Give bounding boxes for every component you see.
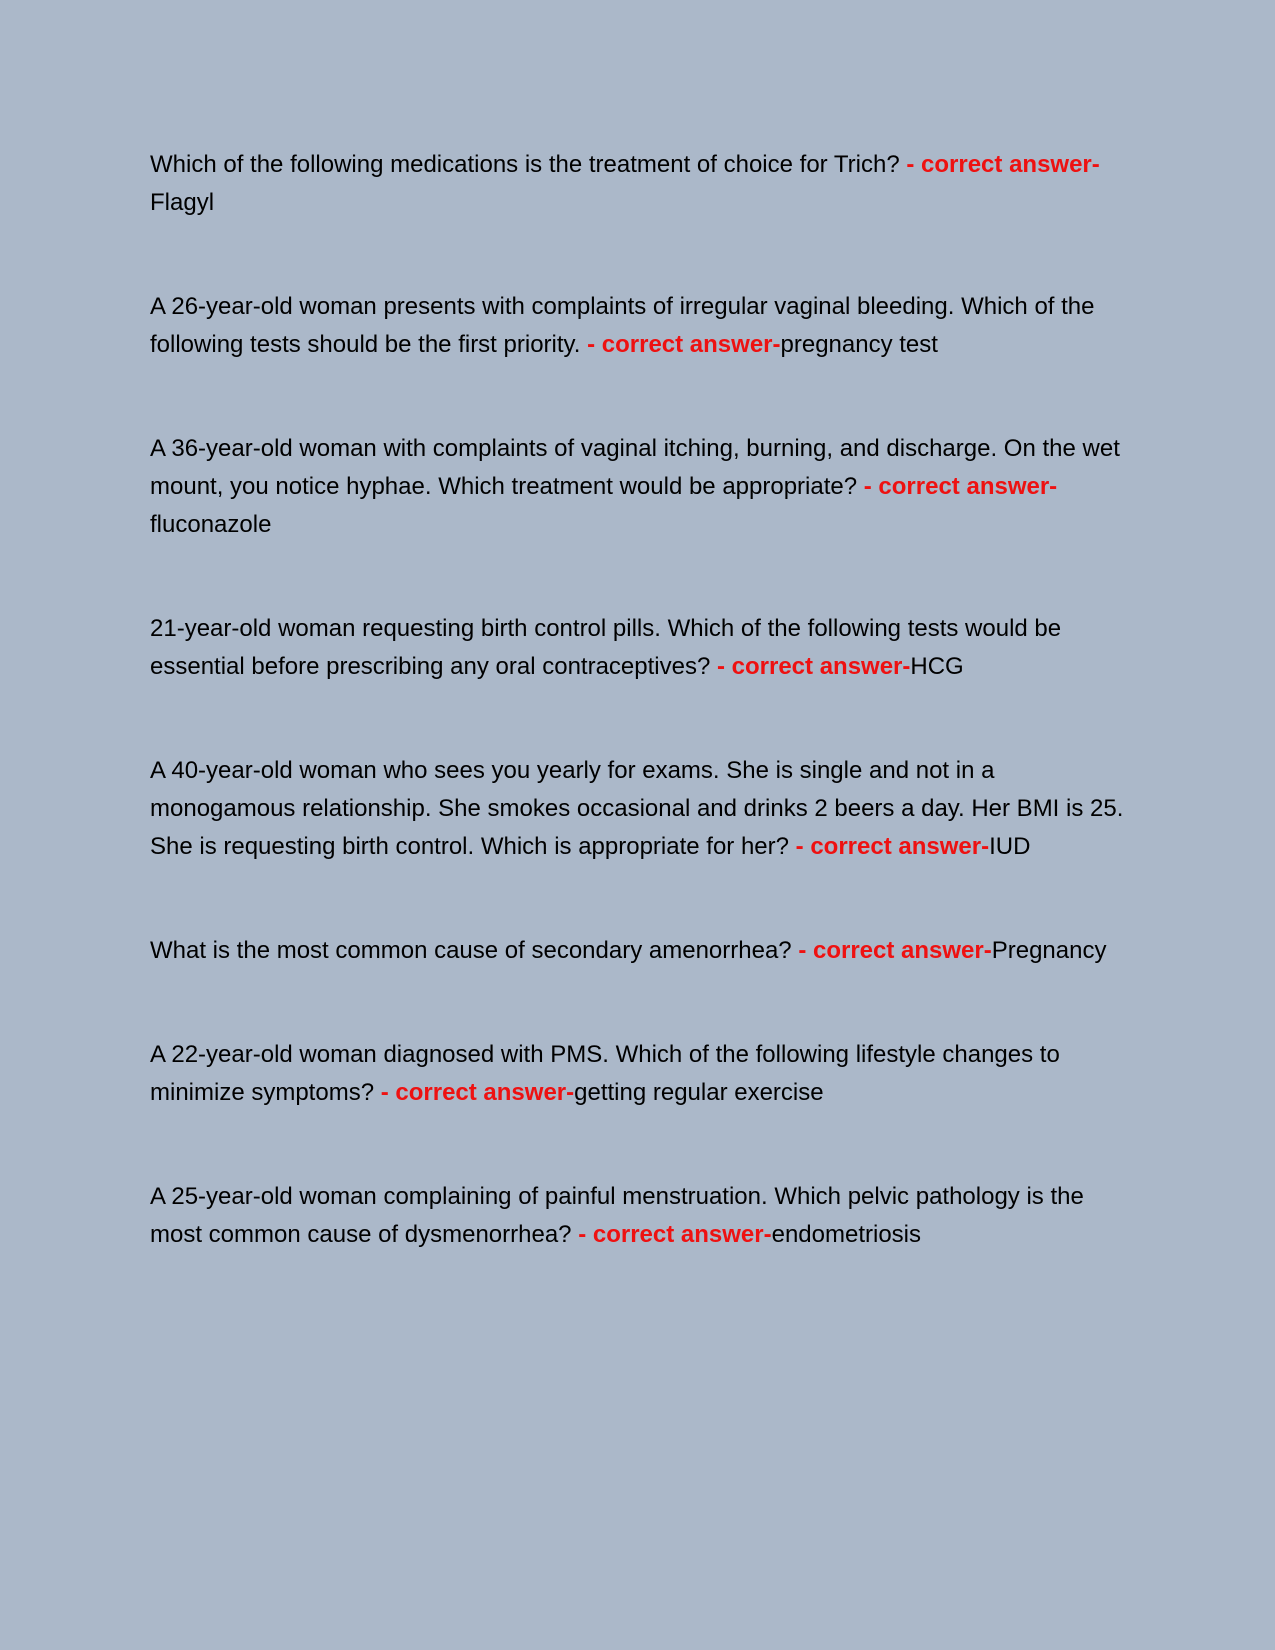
qa-item-7 (150, 1036, 1125, 1112)
answer-text: HCG (910, 653, 964, 680)
question-text: A 26-year-old woman presents with complaints of irregular vaginal bleeding. Which of the following tests should be the first priority. (150, 293, 1095, 358)
qa-item-2 (150, 288, 1125, 364)
answer-text: Flagyl (150, 189, 215, 216)
answer-text: pregnancy test (780, 331, 938, 358)
question-text: A 36-year-old woman with complaints of vaginal itching, burning, and discharge. On the wet mount, you notice hyphae. Which treatment would be appropriate? (150, 435, 1120, 500)
answer-text: IUD (989, 833, 1031, 860)
question-text: Which of the following medications is the treatment of choice for Trich? (150, 151, 907, 178)
qa-item-8 (150, 1178, 1125, 1254)
correct-answer-label: - correct answer- (716, 653, 911, 680)
qa-item-6 (150, 932, 1125, 970)
qa-item-5 (150, 752, 1125, 866)
question-text: What is the most common cause of secondary amenorrhea? (150, 937, 799, 964)
correct-answer-label: - correct answer- (798, 937, 992, 964)
qa-item-3 (150, 430, 1125, 544)
answer-text: fluconazole (150, 511, 272, 538)
correct-answer-label: - correct answer- (863, 473, 1058, 500)
question-text: A 25-year-old woman complaining of painful menstruation. Which pelvic pathology is the most common cause of dysmenorrhea? (150, 1183, 1084, 1248)
question-text: A 22-year-old woman diagnosed with PMS. Which of the following lifestyle changes to minimize symptoms? (150, 1041, 1060, 1106)
qa-item-4 (150, 610, 1125, 686)
answer-text: Pregnancy (991, 937, 1107, 964)
correct-answer-label: - correct answer- (906, 151, 1100, 178)
correct-answer-label: - correct answer- (795, 833, 990, 860)
correct-answer-label: - correct answer- (587, 331, 781, 358)
qa-item-1 (150, 146, 1125, 222)
answer-text: getting regular exercise (574, 1079, 824, 1106)
question-text: A 40-year-old woman who sees you yearly for exams. She is single and not in a monogamous relationship. She smokes occasional and drinks 2 beers a day. Her BMI is 25. She is requesting birth control. Which is appropriate for her? (150, 757, 1124, 860)
correct-answer-label: - correct answer- (380, 1079, 575, 1106)
answer-text: endometriosis (771, 1221, 922, 1248)
correct-answer-label: - correct answer- (578, 1221, 772, 1248)
question-text: 21-year-old woman requesting birth control pills. Which of the following tests would be essential before prescribing any oral contraceptives? (150, 615, 1062, 680)
